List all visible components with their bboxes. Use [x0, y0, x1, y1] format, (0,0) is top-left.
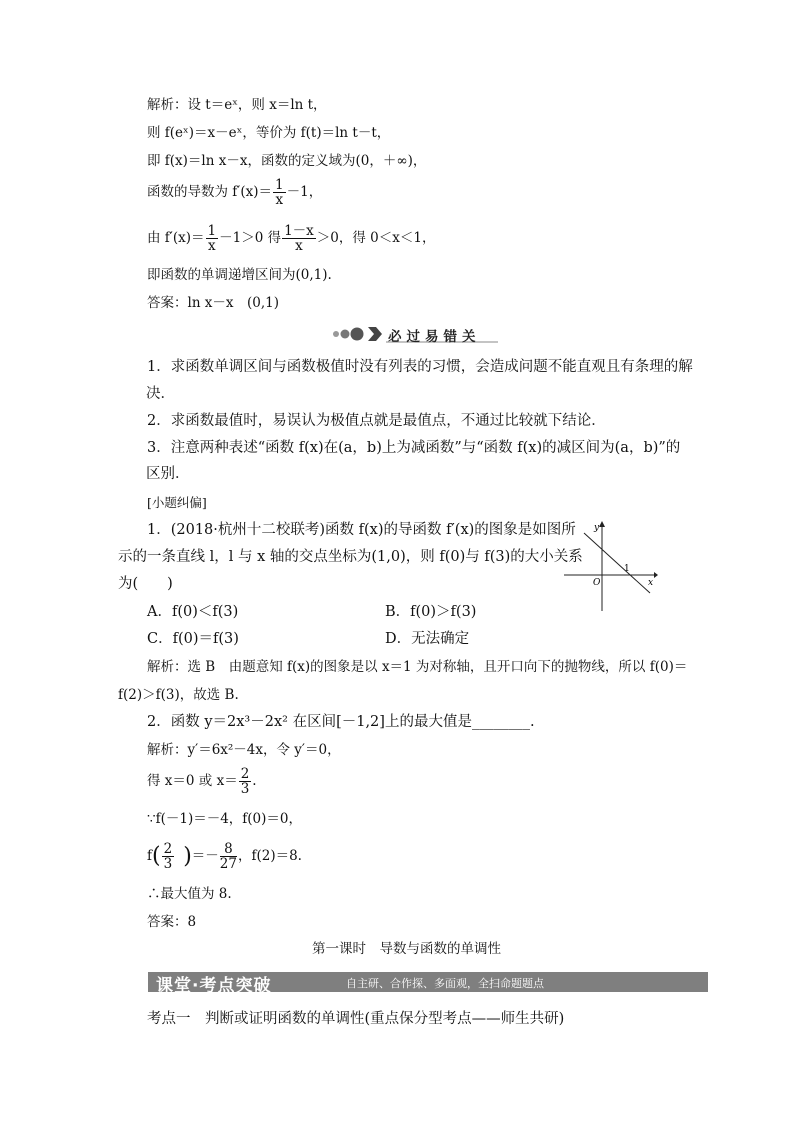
banner-main-label: 课堂·考点突破: [156, 976, 272, 996]
numerator: 8: [220, 842, 237, 857]
option-a[interactable]: A．f(0)＜f(3): [147, 604, 239, 620]
solution-line-6: 即函数的单调递增区间为(0,1).: [147, 267, 332, 283]
text: ，f(2)＝8.: [237, 848, 302, 864]
error-1a: 1．求函数单调区间与函数极值时没有列表的习惯，会造成问题不能直观且有条理的解: [147, 359, 693, 375]
numerator: 1: [207, 223, 217, 239]
practice-tag: [小题纠偏]: [147, 495, 207, 510]
graph-x-label: x: [648, 578, 654, 588]
option-d[interactable]: D．无法确定: [385, 631, 470, 647]
solution-q2-line-3: ∵f(－1)＝－4，f(0)＝0，: [147, 811, 303, 827]
lesson-title: 第一课时 导数与函数的单调性: [312, 941, 501, 957]
solution-q2-line-5: ∴最大值为 8.: [147, 886, 232, 902]
error-2: 2．求函数最值时，易误认为极值点就是最值点，不通过比较就下结论．: [147, 413, 606, 429]
fraction: [273, 178, 286, 207]
option-b[interactable]: B．f(0)＞f(3): [385, 604, 477, 620]
question-1b: 示的一条直线 l，l 与 x 轴的交点坐标为(1,0)，则 f(0)与 f(3)的大小关系: [118, 549, 583, 565]
numerator: 1: [275, 177, 284, 193]
fraction: [220, 842, 237, 871]
numerator: 1－x: [284, 223, 314, 239]
denominator: 27: [219, 856, 237, 872]
numerator: 2: [163, 841, 173, 857]
solution-q1a: 解析：选 B 由题意知 f(x)的图象是以 x＝1 为对称轴，且开口向下的抛物线，所以 f(0)＝: [147, 659, 688, 675]
error-1b: 决．: [146, 386, 175, 402]
error-3b: 区别．: [146, 466, 190, 482]
derivative-graph: [558, 515, 658, 615]
text: －1，: [286, 184, 323, 200]
denominator: 3: [163, 856, 173, 872]
fraction: [206, 224, 219, 253]
numerator: 2: [240, 766, 250, 782]
text: ＝－: [191, 848, 219, 864]
section-banner-classroom: [148, 972, 708, 996]
section-banner-error-prone: [330, 324, 500, 344]
question-1a: 1．(2018·杭州十二校联考)函数 f(x)的导函数 f′(x)的图象是如图所: [147, 522, 576, 538]
solution-q1b: f(2)＞f(3)，故选 B.: [118, 687, 239, 703]
answer-2: 答案：8: [147, 914, 197, 930]
solution-line-2: 则 f(eˣ)＝x－eˣ，等价为 f(t)＝ln t－t，: [147, 125, 391, 141]
option-c[interactable]: C．f(0)＝f(3): [147, 631, 239, 647]
solution-line-3: 即 f(x)＝ln x－x，函数的定义域为(0，＋∞)，: [147, 153, 427, 169]
banner-sub-label: 自主研、合作探、多面观，全扫命题题点: [346, 977, 544, 990]
solution-q2-line-2: [147, 767, 257, 796]
banner-label: 必过易错关: [388, 329, 481, 345]
text: .: [252, 773, 257, 789]
denominator: x: [295, 238, 303, 254]
denominator: x: [275, 192, 284, 208]
graph-origin-label: O: [593, 578, 601, 588]
paren-right: ): [183, 843, 192, 869]
paren-left: (: [152, 843, 161, 869]
solution-line-5: [147, 224, 435, 253]
question-2: 2．函数 y＝2x³－2x² 在区间[－1,2]上的最大值是________.: [147, 714, 535, 730]
text: －1＞0 得: [219, 230, 282, 246]
fraction: [162, 842, 175, 871]
denominator: 3: [240, 781, 250, 797]
solution-line-1: 解析：设 t＝eˣ，则 x＝ln t，: [147, 97, 327, 113]
solution-line-4: [147, 178, 322, 207]
fraction: [282, 224, 316, 253]
fraction: [239, 767, 252, 796]
text: f: [147, 848, 152, 864]
text: 得 x＝0 或 x＝: [147, 773, 238, 789]
graph-y-label: y: [594, 523, 600, 533]
solution-q2-line-1: 解析：y′＝6x²－4x，令 y′＝0，: [147, 742, 341, 758]
denominator: x: [208, 238, 216, 254]
text: 由 f′(x)＝: [147, 230, 205, 246]
solution-q2-line-4: [147, 842, 302, 871]
text: 函数的导数为 f′(x)＝: [147, 184, 273, 200]
topic-1-heading: 考点一 判断或证明函数的单调性(重点保分型考点——师生共研): [147, 1011, 565, 1027]
graph-one-label: 1: [624, 564, 630, 574]
error-3a: 3．注意两种表述“函数 f(x)在(a，b)上为减函数”与“函数 f(x)的减区间为(a，b)”的: [147, 440, 681, 456]
question-1c: 为( ): [118, 576, 173, 592]
answer-1: 答案：ln x－x (0,1): [147, 295, 280, 311]
text: ＞0，得 0＜x＜1，: [316, 230, 436, 246]
